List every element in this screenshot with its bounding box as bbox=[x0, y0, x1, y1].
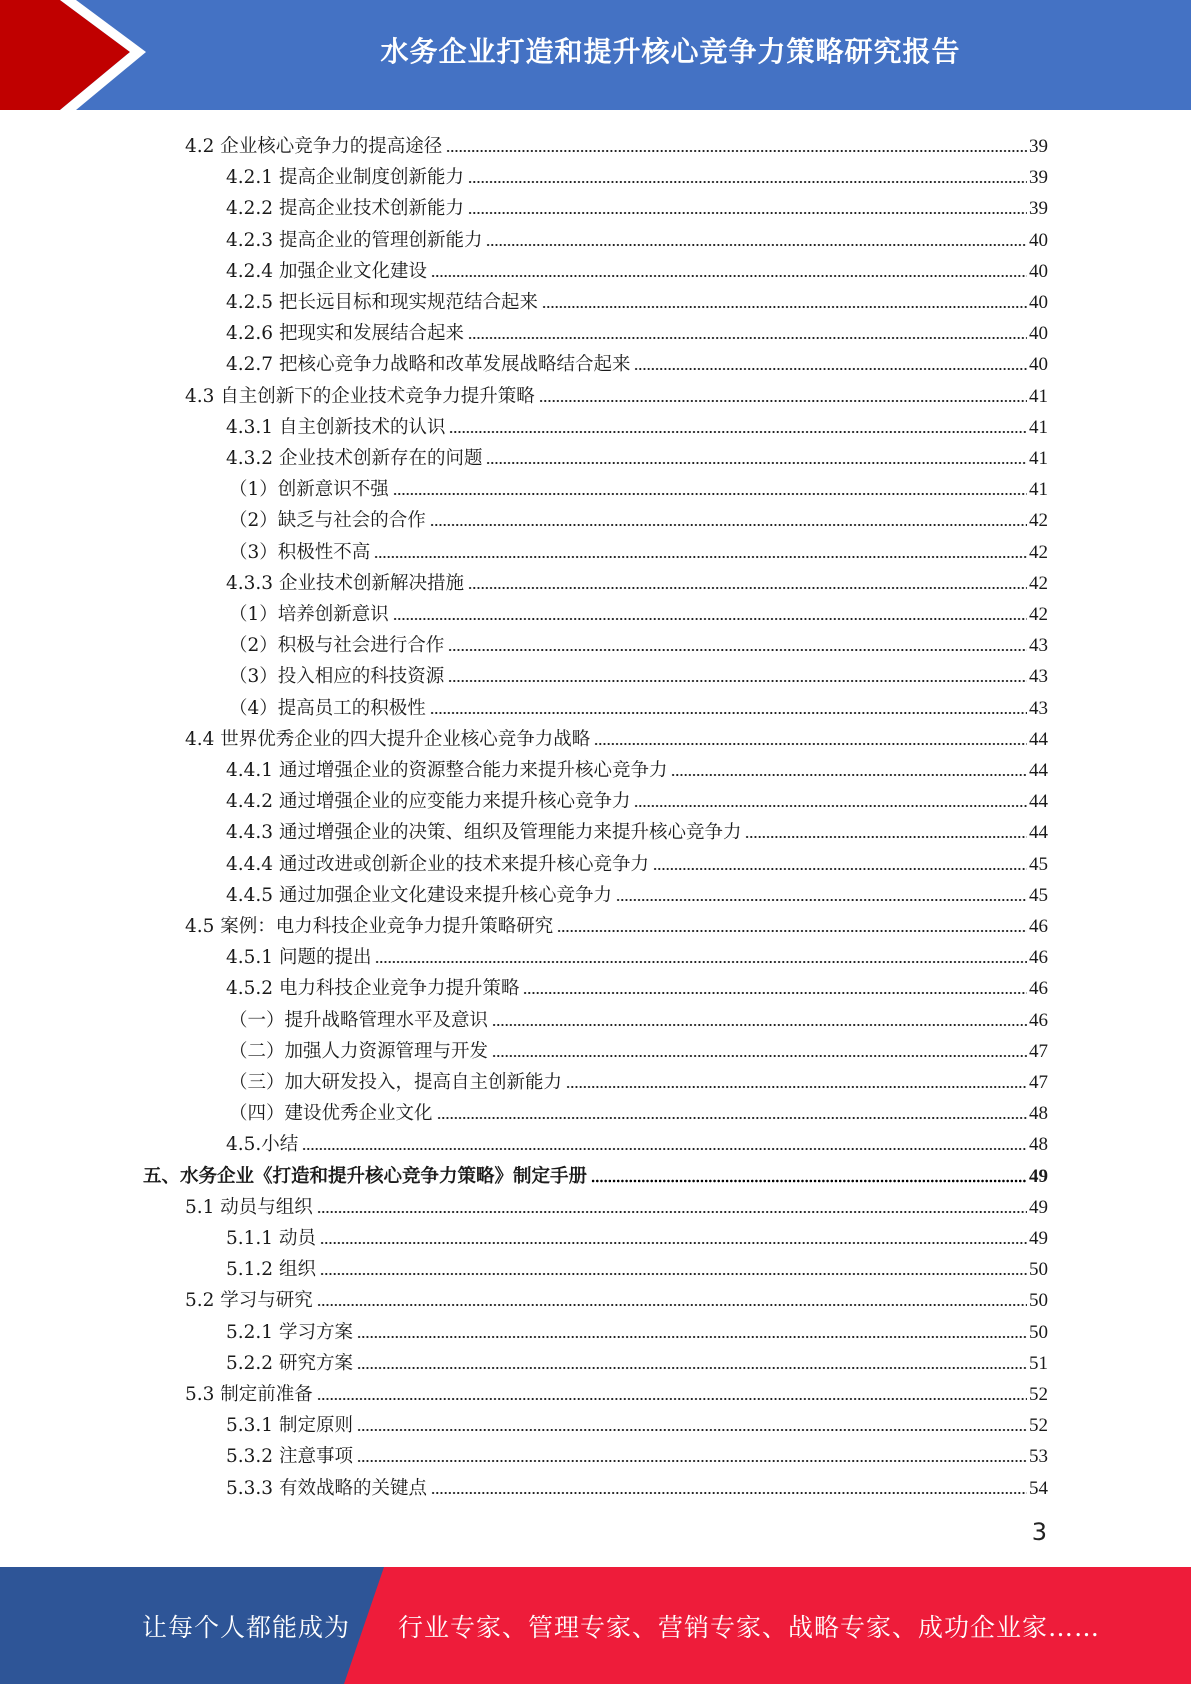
toc-dot-leader bbox=[431, 274, 1027, 278]
toc-entry-title: 五、水务企业《打造和提升核心竞争力策略》制定手册 bbox=[143, 1165, 588, 1187]
toc-dot-leader bbox=[449, 430, 1027, 434]
toc-entry-page: 43 bbox=[1029, 666, 1048, 688]
toc-entry-title: 4.4 世界优秀企业的四大提升企业核心竞争力战略 bbox=[185, 728, 591, 750]
toc-entry-title: （1）创新意识不强 bbox=[229, 479, 389, 501]
toc-entry-title: （1）培养创新意识 bbox=[229, 604, 389, 625]
toc-entry[interactable] bbox=[143, 1157, 1048, 1188]
toc-entry-page: 39 bbox=[1029, 167, 1048, 189]
toc-dot-leader bbox=[320, 1272, 1027, 1276]
toc-entry-title: 5.3 制定前准备 bbox=[185, 1384, 313, 1405]
toc-entry-title: （2）积极与社会进行合作 bbox=[229, 635, 445, 657]
toc-entry[interactable] bbox=[226, 876, 1048, 907]
page-header bbox=[0, 0, 1191, 110]
toc-entry-page: 40 bbox=[1029, 260, 1048, 282]
toc-entry-page: 42 bbox=[1029, 604, 1048, 625]
toc-entry-title: 4.2.4 加强企业文化建设 bbox=[226, 260, 427, 282]
toc-entry[interactable] bbox=[226, 252, 1048, 283]
toc-entry[interactable] bbox=[226, 189, 1048, 220]
toc-entry-page: 41 bbox=[1029, 416, 1048, 438]
toc-entry-page: 46 bbox=[1029, 978, 1048, 1000]
toc-entry-title: 5.1.2 组织 bbox=[226, 1259, 316, 1281]
toc-entry-page: 42 bbox=[1029, 510, 1048, 532]
toc-entry-title: 4.2 企业核心竞争力的提高途径 bbox=[185, 136, 443, 157]
toc-entry-title: 4.2.3 提高企业的管理创新能力 bbox=[226, 229, 483, 251]
toc-dot-leader bbox=[446, 149, 1027, 153]
toc-dot-leader bbox=[745, 835, 1027, 839]
toc-dot-leader bbox=[317, 1210, 1027, 1214]
toc-dot-leader bbox=[437, 1116, 1027, 1120]
toc-entry-page: 54 bbox=[1029, 1477, 1048, 1499]
toc-entry[interactable] bbox=[226, 1250, 1048, 1281]
report-title: 水务企业打造和提升核心竞争力策略研究报告 bbox=[380, 35, 961, 68]
toc-entry-title: 5.2.2 研究方案 bbox=[226, 1352, 353, 1374]
toc-entry-page: 41 bbox=[1029, 479, 1048, 501]
toc-entry-title: 4.5.小结 bbox=[226, 1134, 299, 1156]
toc-entry-title: 4.2.1 提高企业制度创新能力 bbox=[226, 167, 464, 189]
toc-entry[interactable] bbox=[185, 377, 1048, 408]
toc-entry[interactable] bbox=[185, 127, 1048, 158]
toc-dot-leader bbox=[486, 461, 1027, 465]
toc-entry-page: 40 bbox=[1029, 292, 1048, 313]
toc-entry[interactable] bbox=[229, 1032, 1048, 1063]
toc-entry[interactable] bbox=[226, 1437, 1048, 1468]
toc-entry[interactable] bbox=[226, 283, 1048, 314]
toc-dot-leader bbox=[448, 679, 1027, 683]
toc-entry-page: 46 bbox=[1029, 947, 1048, 969]
toc-entry-title: 4.2.7 把核心竞争力战略和改革发展战略结合起来 bbox=[226, 354, 631, 376]
toc-entry[interactable] bbox=[229, 1001, 1048, 1032]
toc-entry[interactable] bbox=[229, 689, 1048, 720]
toc-entry-page: 41 bbox=[1029, 448, 1048, 469]
toc-entry[interactable] bbox=[229, 626, 1048, 657]
toc-entry-page: 47 bbox=[1029, 1072, 1048, 1093]
toc-dot-leader bbox=[317, 1303, 1027, 1307]
toc-dot-leader bbox=[430, 711, 1027, 715]
toc-entry-title: 4.3 自主创新下的企业技术竞争力提升策略 bbox=[185, 385, 535, 407]
toc-entry-page: 44 bbox=[1029, 760, 1048, 781]
toc-entry[interactable] bbox=[226, 938, 1048, 969]
toc-dot-leader bbox=[594, 742, 1027, 746]
toc-entry-page: 41 bbox=[1029, 385, 1048, 407]
toc-entry-page: 43 bbox=[1029, 635, 1048, 657]
toc-entry[interactable] bbox=[226, 969, 1048, 1000]
toc-entry-title: （4）提高员工的积极性 bbox=[229, 697, 426, 719]
toc-entry[interactable] bbox=[226, 845, 1048, 876]
toc-entry[interactable] bbox=[226, 564, 1048, 595]
toc-entry-page: 45 bbox=[1029, 853, 1048, 875]
toc-entry[interactable] bbox=[185, 1281, 1048, 1312]
footer-slogan-left: 让每个人都能成为 bbox=[142, 1612, 351, 1642]
toc-entry[interactable] bbox=[226, 345, 1048, 376]
red-arrow-icon bbox=[0, 0, 150, 110]
toc-entry-page: 50 bbox=[1029, 1321, 1048, 1343]
toc-entry-page: 46 bbox=[1029, 1009, 1048, 1031]
toc-dot-leader bbox=[357, 1459, 1027, 1463]
toc-entry-title: 4.4.2 通过增强企业的应变能力来提升核心竞争力 bbox=[226, 791, 631, 813]
toc-dot-leader bbox=[302, 1147, 1027, 1151]
toc-entry-page: 48 bbox=[1029, 1134, 1048, 1156]
toc-entry-page: 50 bbox=[1029, 1290, 1048, 1312]
toc-entry-title: （3）投入相应的科技资源 bbox=[229, 666, 445, 688]
toc-entry-page: 40 bbox=[1029, 354, 1048, 376]
toc-dot-leader bbox=[542, 305, 1027, 309]
toc-dot-leader bbox=[557, 929, 1027, 933]
toc-entry-title: 4.4.3 通过增强企业的决策、组织及管理能力来提升核心竞争力 bbox=[226, 822, 742, 844]
toc-entry-title: 4.3.2 企业技术创新存在的问题 bbox=[226, 448, 483, 469]
toc-entry-title: 4.2.6 把现实和发展结合起来 bbox=[226, 323, 464, 345]
toc-entry-title: 5.1.1 动员 bbox=[226, 1228, 316, 1249]
toc-entry-title: （三）加大研发投入，提高自主创新能力 bbox=[229, 1072, 563, 1093]
toc-entry-title: （2）缺乏与社会的合作 bbox=[229, 510, 426, 532]
toc-entry-page: 42 bbox=[1029, 541, 1048, 563]
toc-entry-page: 46 bbox=[1029, 916, 1048, 937]
toc-dot-leader bbox=[357, 1366, 1027, 1370]
toc-entry-title: （3）积极性不高 bbox=[229, 541, 371, 563]
toc-entry[interactable] bbox=[185, 720, 1048, 751]
toc-dot-leader bbox=[430, 523, 1027, 527]
toc-entry[interactable] bbox=[226, 158, 1048, 189]
toc-entry-page: 51 bbox=[1029, 1352, 1048, 1374]
page-number: 3 bbox=[1031, 1518, 1047, 1546]
toc-dot-leader bbox=[492, 1054, 1027, 1058]
toc-entry-title: 4.5 案例：电力科技企业竞争力提升策略研究 bbox=[185, 916, 554, 937]
toc-entry-page: 47 bbox=[1029, 1040, 1048, 1062]
toc-dot-leader bbox=[634, 804, 1027, 808]
toc-entry[interactable] bbox=[229, 595, 1048, 626]
toc-entry-title: 5.2.1 学习方案 bbox=[226, 1321, 353, 1343]
toc-dot-leader bbox=[448, 648, 1027, 652]
toc-entry-page: 50 bbox=[1029, 1259, 1048, 1281]
toc-dot-leader bbox=[393, 617, 1027, 621]
toc-entry[interactable] bbox=[229, 657, 1048, 688]
toc-entry-title: （二）加强人力资源管理与开发 bbox=[229, 1040, 489, 1062]
toc-dot-leader bbox=[566, 1085, 1027, 1089]
toc-entry-page: 43 bbox=[1029, 697, 1048, 719]
toc-entry-title: 4.2.2 提高企业技术创新能力 bbox=[226, 198, 464, 220]
toc-dot-leader bbox=[653, 867, 1027, 871]
toc-entry[interactable] bbox=[226, 813, 1048, 844]
toc-dot-leader bbox=[431, 1491, 1027, 1495]
toc-entry-title: 4.2.5 把长远目标和现实规范结合起来 bbox=[226, 292, 538, 313]
toc-entry-title: 4.5.2 电力科技企业竞争力提升策略 bbox=[226, 978, 520, 1000]
toc-entry-title: （一）提升战略管理水平及意识 bbox=[229, 1009, 489, 1031]
toc-entry-page: 44 bbox=[1029, 822, 1048, 844]
toc-entry-page: 52 bbox=[1029, 1384, 1048, 1405]
toc-entry[interactable] bbox=[226, 408, 1048, 439]
toc-entry-title: 5.3.3 有效战略的关键点 bbox=[226, 1477, 427, 1499]
toc-entry[interactable] bbox=[226, 1406, 1048, 1437]
toc-entry[interactable] bbox=[226, 1313, 1048, 1344]
toc-dot-leader bbox=[375, 960, 1027, 964]
toc-entry[interactable] bbox=[185, 1188, 1048, 1219]
toc-entry[interactable] bbox=[226, 782, 1048, 813]
toc-entry-title: 5.3.1 制定原则 bbox=[226, 1415, 353, 1437]
toc-dot-leader bbox=[616, 898, 1027, 902]
toc-entry-page: 49 bbox=[1029, 1228, 1048, 1249]
toc-dot-leader bbox=[357, 1335, 1027, 1339]
toc-entry-title: 4.3.3 企业技术创新解决措施 bbox=[226, 572, 464, 594]
toc-dot-leader bbox=[486, 243, 1027, 247]
toc-entry-title: 4.4.1 通过增强企业的资源整合能力来提升核心竞争力 bbox=[226, 760, 668, 781]
toc-entry[interactable] bbox=[226, 439, 1048, 470]
toc-dot-leader bbox=[539, 399, 1027, 403]
toc-entry[interactable] bbox=[229, 533, 1048, 564]
toc-entry-title: 4.5.1 问题的提出 bbox=[226, 947, 372, 969]
toc-entry[interactable] bbox=[185, 1375, 1048, 1406]
toc-dot-leader bbox=[468, 336, 1027, 340]
toc-entry[interactable] bbox=[226, 221, 1048, 252]
toc-entry-page: 39 bbox=[1029, 198, 1048, 220]
toc-dot-leader bbox=[634, 367, 1027, 371]
toc-dot-leader bbox=[468, 180, 1027, 184]
toc-dot-leader bbox=[374, 555, 1027, 559]
toc-entry-page: 52 bbox=[1029, 1415, 1048, 1437]
toc-entry-title: 5.2 学习与研究 bbox=[185, 1290, 313, 1312]
toc-entry[interactable] bbox=[226, 751, 1048, 782]
toc-entry-title: 4.3.1 自主创新技术的认识 bbox=[226, 416, 446, 438]
toc-entry[interactable] bbox=[229, 1094, 1048, 1125]
toc-entry-page: 49 bbox=[1029, 1165, 1048, 1187]
toc-dot-leader bbox=[317, 1397, 1027, 1401]
toc-entry-page: 53 bbox=[1029, 1446, 1048, 1468]
toc-entry-page: 44 bbox=[1029, 728, 1048, 750]
toc-dot-leader bbox=[468, 586, 1027, 590]
toc-dot-leader bbox=[320, 1241, 1027, 1245]
toc-dot-leader bbox=[591, 1179, 1027, 1183]
toc-entry[interactable] bbox=[229, 1063, 1048, 1094]
page-footer bbox=[0, 1567, 1191, 1684]
toc-dot-leader bbox=[357, 1428, 1027, 1432]
toc-dot-leader bbox=[492, 1023, 1027, 1027]
footer-slogan-right: 行业专家、管理专家、营销专家、战略专家、成功企业家…… bbox=[398, 1612, 1101, 1642]
toc-entry[interactable] bbox=[229, 470, 1048, 501]
toc-entry[interactable] bbox=[226, 1219, 1048, 1250]
toc-entry-page: 48 bbox=[1029, 1103, 1048, 1125]
toc-entry[interactable] bbox=[226, 1125, 1048, 1156]
toc-entry-title: （四）建设优秀企业文化 bbox=[229, 1103, 433, 1125]
toc-dot-leader bbox=[671, 773, 1027, 777]
toc-entry[interactable] bbox=[226, 1469, 1048, 1500]
toc-dot-leader bbox=[468, 211, 1027, 215]
toc-entry-title: 4.4.4 通过改进或创新企业的技术来提升核心竞争力 bbox=[226, 853, 649, 875]
toc-entry[interactable] bbox=[226, 1344, 1048, 1375]
toc-entry-page: 39 bbox=[1029, 136, 1048, 157]
toc-entry-page: 45 bbox=[1029, 884, 1048, 906]
toc-entry[interactable] bbox=[229, 501, 1048, 532]
toc-entry[interactable] bbox=[185, 907, 1048, 938]
toc-entry[interactable] bbox=[226, 314, 1048, 345]
toc-dot-leader bbox=[523, 991, 1027, 995]
toc-entry-page: 49 bbox=[1029, 1196, 1048, 1218]
toc-entry-title: 5.3.2 注意事项 bbox=[226, 1446, 353, 1468]
toc-entry-page: 44 bbox=[1029, 791, 1048, 813]
toc-entry-page: 40 bbox=[1029, 323, 1048, 345]
toc-entry-title: 5.1 动员与组织 bbox=[185, 1196, 313, 1218]
toc-entry-page: 42 bbox=[1029, 572, 1048, 594]
toc-dot-leader bbox=[393, 492, 1027, 496]
toc-entry-page: 40 bbox=[1029, 229, 1048, 251]
toc-entry-title: 4.4.5 通过加强企业文化建设来提升核心竞争力 bbox=[226, 884, 612, 906]
